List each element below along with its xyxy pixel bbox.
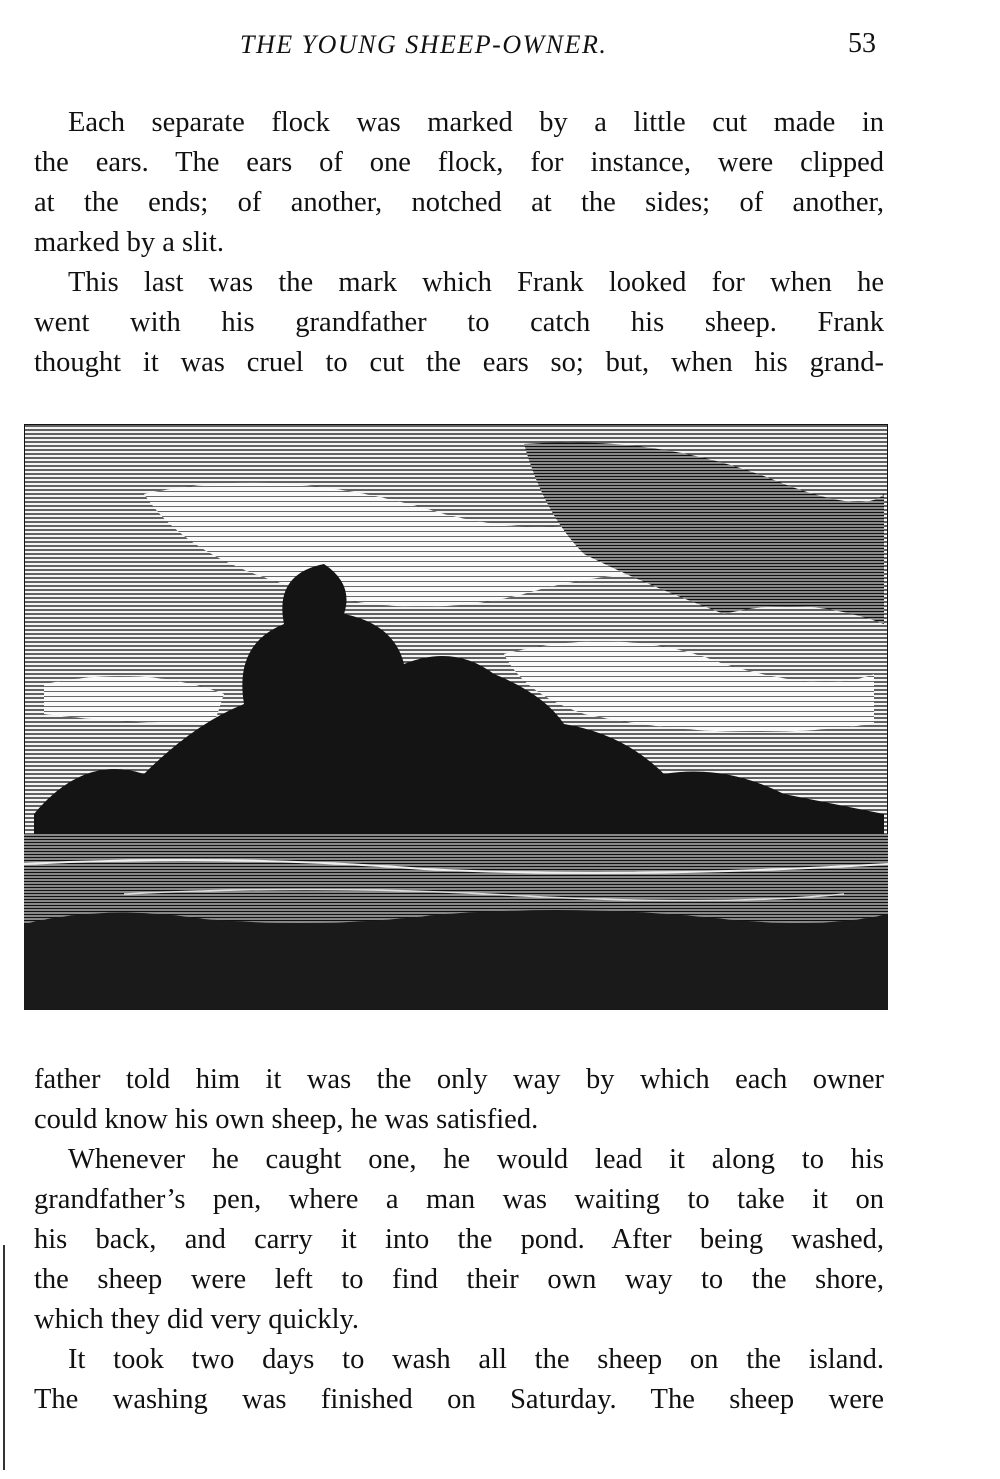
text-line: the ears. The ears of one flock, for instance, were clipped [34,147,884,178]
paragraph [34,143,884,183]
paragraph [34,263,884,303]
text-line: Each separate flock was marked by a little cut made in [68,107,884,138]
text-line: at the ends; of another, notched at the sides; of another, [34,187,884,218]
text-line: The washing was finished on Saturday. The sheep were [34,1384,884,1415]
margin-rule [3,1245,5,1470]
paragraph [34,343,884,383]
paragraph [34,1100,884,1140]
paragraph [34,1180,884,1220]
page-number: 53 [848,28,876,59]
paragraph [34,1220,884,1260]
paragraph [34,1300,884,1340]
text-line: went with his grandfather to catch his sheep. Frank [34,307,884,338]
text-line: This last was the mark which Frank looked for when he [68,267,884,298]
text-block-bottom [34,1060,884,1420]
text-line: It took two days to wash all the sheep on the island. [68,1344,884,1375]
paragraph [34,183,884,223]
paragraph [34,1340,884,1380]
paragraph [34,223,884,263]
paragraph [34,1060,884,1100]
text-line: grandfather’s pen, where a man was waiting to take it on [34,1184,884,1215]
running-head [0,26,1000,66]
text-line: could know his own sheep, he was satisfied. [34,1104,539,1135]
paragraph [34,1380,884,1420]
text-line: marked by a slit. [34,227,224,258]
paragraph [34,1140,884,1180]
text-line: Whenever he caught one, he would lead it along to his [68,1144,884,1175]
text-line: his back, and carry it into the pond. After being washed, [34,1224,884,1255]
text-line: thought it was cruel to cut the ears so; but, when his grand- [34,347,884,378]
island-engraving [24,424,888,1010]
text-block-top [34,103,884,383]
text-line: father told him it was the only way by which each owner [34,1064,884,1095]
paragraph [34,103,884,143]
paragraph [34,1260,884,1300]
text-line: which they did very quickly. [34,1304,360,1335]
paragraph [34,303,884,343]
running-title: THE YOUNG SHEEP-OWNER. [240,30,608,59]
text-line: the sheep were left to find their own way to the shore, [34,1264,884,1295]
